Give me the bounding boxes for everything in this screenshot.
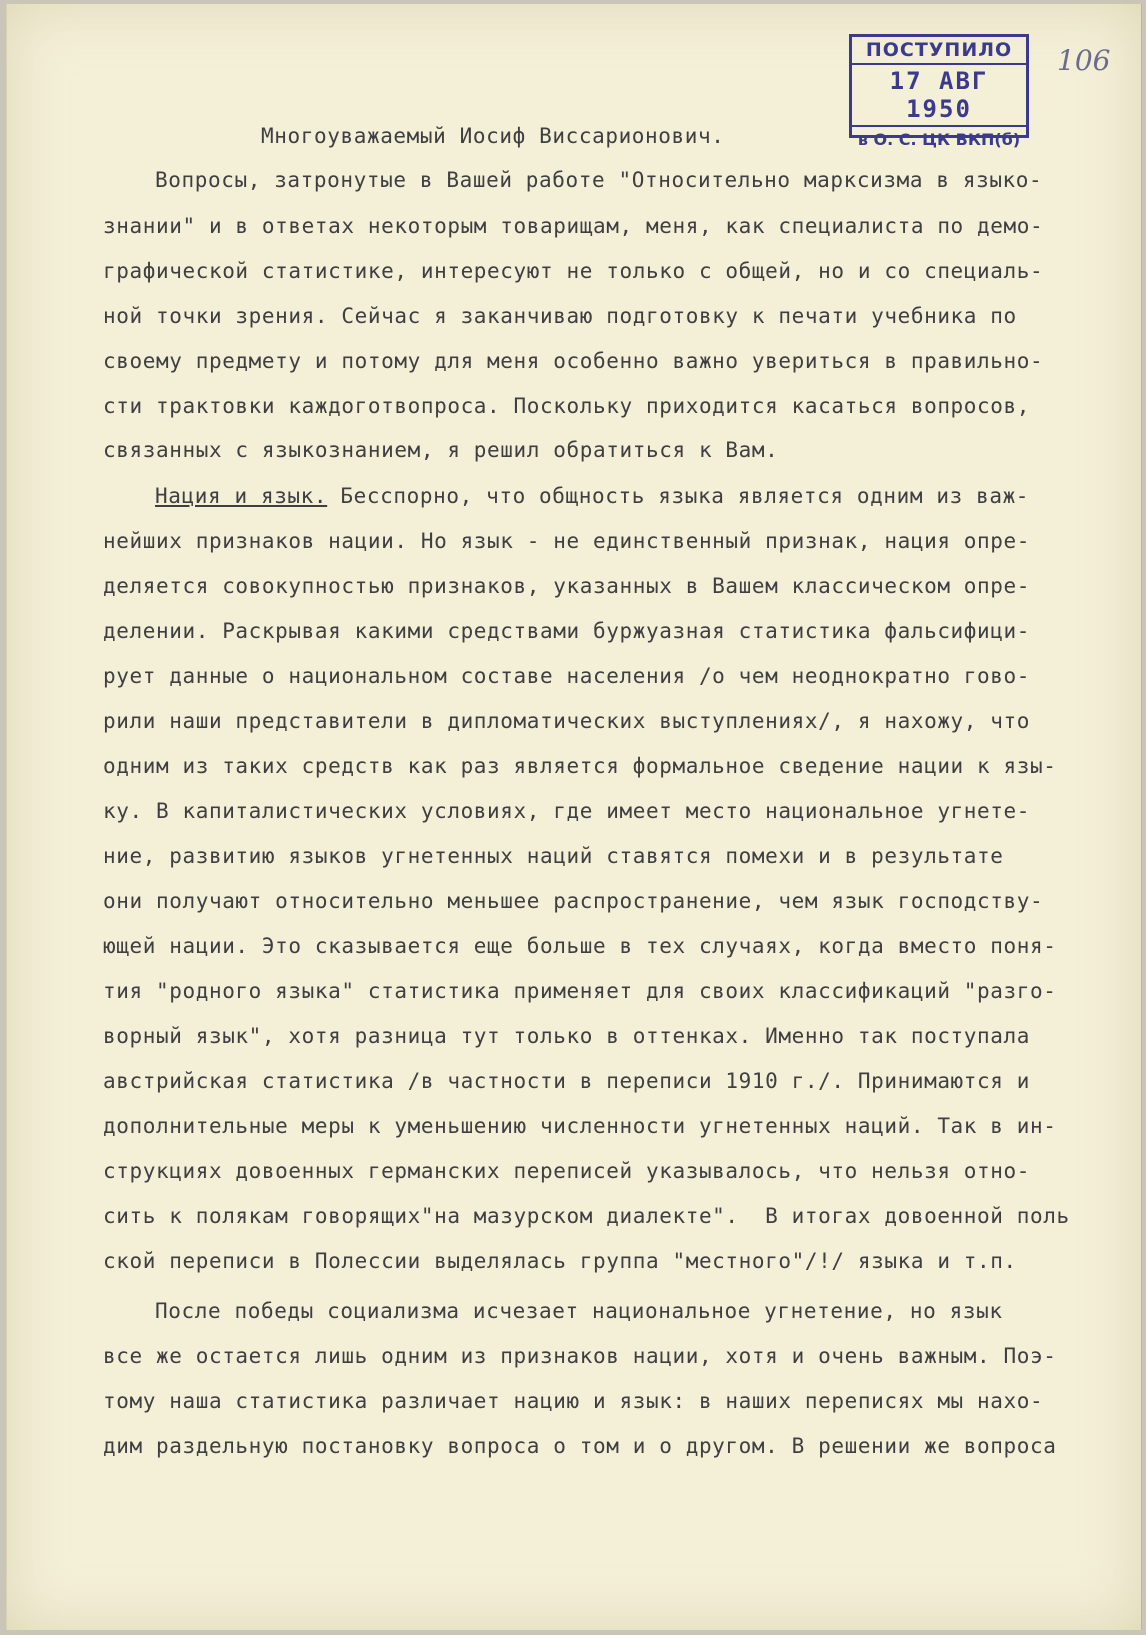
text-line: одним из таких средств как раз является формальное сведение нации к язы- — [103, 754, 1057, 778]
text-line: После победы социализма исчезает национальное угнетение, но язык — [155, 1299, 1003, 1323]
text-line: ворный язык", хотя разница тут только в оттенках. Именно так поступала — [103, 1024, 1031, 1048]
text-line: Вопросы, затронутые в Вашей работе "Относительно марксизма в языко- — [155, 168, 1043, 192]
salutation: Многоуважаемый Иосиф Виссарионович. — [261, 124, 725, 148]
text-line: австрийская статистика /в частности в переписи 1910 г./. Принимаются и — [103, 1069, 1031, 1093]
text-line: сить к полякам говорящих"на мазурском диалекте". В итогах довоенной поль — [103, 1204, 1070, 1228]
section-heading: Нация и язык. — [155, 484, 328, 508]
text-line: нейших признаков нации. Но язык - не единственный признак, нация опре- — [103, 529, 1031, 553]
stamp-line-1: ПОСТУПИЛО — [852, 37, 1026, 65]
stamp-date: 17 АВГ 1950 — [852, 65, 1026, 127]
text-line: связанных с языкознанием, я решил обратиться к Вам. — [103, 438, 779, 462]
document-page — [6, 4, 1142, 1630]
text-line: делении. Раскрывая какими средствами буржуазная статистика фальсифици- — [103, 619, 1031, 643]
text-line: ку. В капиталистических условиях, где имеет место национальное угнете- — [103, 799, 1031, 823]
text-line: сти трактовки каждоготвопроса. Поскольку приходится касаться вопросов, — [103, 394, 1031, 418]
text-line: тому наша статистика различает нацию и язык: в наших переписях мы нахо- — [103, 1389, 1044, 1413]
text-line: Бесспорно, что общность языка является одним из важ- — [327, 484, 1030, 508]
text-line: ние, развитию языков угнетенных наций ставятся помехи и в результате — [103, 844, 1004, 868]
text-line: струкциях довоенных германских переписей указывалось, что нельзя отно- — [103, 1159, 1031, 1183]
page-number: 106 — [1057, 44, 1111, 77]
letter-body — [7, 4, 1141, 1630]
text-line: тия "родного языка" статистика применяет для своих классификаций "разго- — [103, 979, 1057, 1003]
text-line: ской переписи в Полессии выделялась группа "местного"/!/ языка и т.п. — [103, 1249, 1017, 1273]
text-line: рили наши представители в дипломатических выступлениях/, я нахожу, что — [103, 709, 1031, 733]
text-line: все же остается лишь одним из признаков нации, хотя и очень важным. Поэ- — [103, 1344, 1057, 1368]
text-line: они получают относительно меньшее распространение, чем язык господству- — [103, 889, 1044, 913]
stamp-line-3: в О. С. ЦК ВКП(б) — [857, 130, 1021, 149]
text-line: графической статистике, интересуют не только с общей, но и со специаль- — [103, 259, 1044, 283]
text-line: деляется совокупностью признаков, указанных в Вашем классическом опре- — [103, 574, 1031, 598]
text-line: дим раздельную постановку вопроса о том и о другом. В решении же вопроса — [103, 1434, 1057, 1458]
paragraph-heading-line — [155, 484, 1029, 508]
text-line: рует данные о национальном составе населения /о чем неоднократно гово- — [103, 664, 1031, 688]
text-line: своему предмету и потому для меня особенно важно увериться в правильно- — [103, 349, 1044, 373]
text-line: ющей нации. Это сказывается еще больше в тех случаях, когда вместо поня- — [103, 934, 1057, 958]
text-line: знании" и в ответах некоторым товарищам, меня, как специалиста по демо- — [103, 214, 1044, 238]
text-line: дополнительные меры к уменьшению численности угнетенных наций. Так в ин- — [103, 1114, 1057, 1138]
text-line: ной точки зрения. Сейчас я заканчиваю подготовку к печати учебника по — [103, 304, 1017, 328]
